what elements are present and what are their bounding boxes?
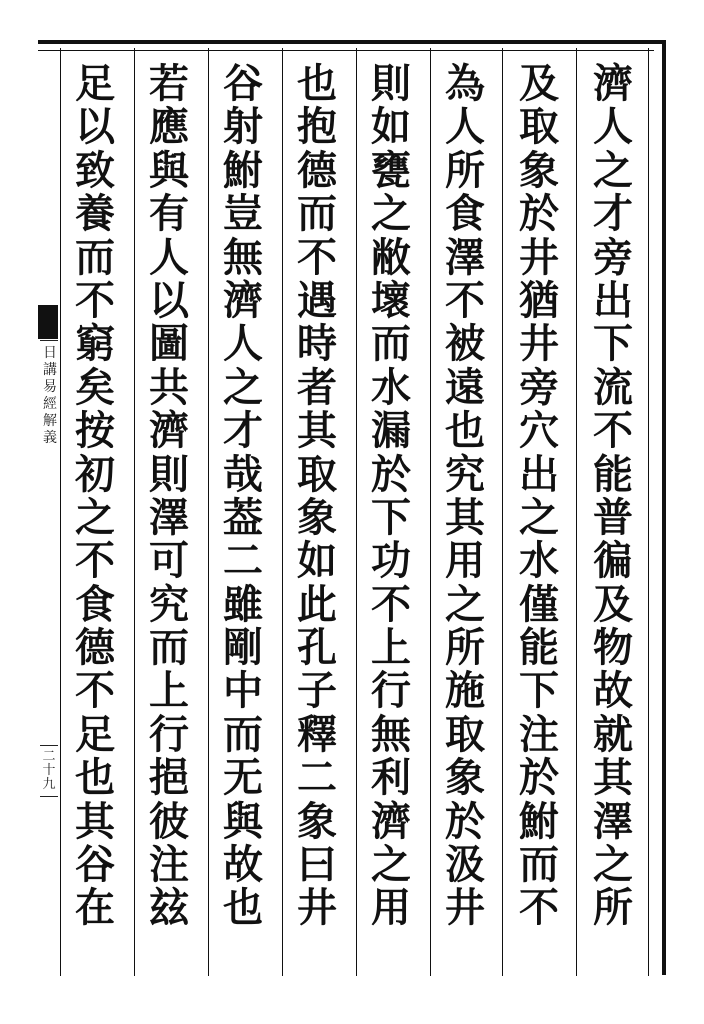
glyph: 不 xyxy=(519,884,559,932)
text-column-1 xyxy=(582,62,644,972)
glyph: 注 xyxy=(519,710,559,758)
column-rule xyxy=(282,48,283,976)
glyph: 徧 xyxy=(593,537,633,585)
glyph: 之 xyxy=(519,493,559,541)
glyph: 剛 xyxy=(223,624,263,672)
page-number xyxy=(40,750,58,792)
glyph: 取 xyxy=(445,710,485,758)
glyph: 谷 xyxy=(75,841,115,889)
glyph: 不 xyxy=(75,276,115,324)
glyph: 究 xyxy=(149,580,189,628)
glyph: 共 xyxy=(149,363,189,411)
glyph: 於 xyxy=(445,797,485,845)
glyph: 如 xyxy=(297,537,337,585)
glyph: 矣 xyxy=(75,363,115,411)
glyph: 圖 xyxy=(149,320,189,368)
glyph: 象 xyxy=(297,797,337,845)
glyph: 窮 xyxy=(75,320,115,368)
glyph: 井 xyxy=(445,884,485,932)
glyph: 象 xyxy=(445,754,485,802)
glyph: 十 xyxy=(42,763,56,778)
margin-strip xyxy=(0,48,40,976)
glyph: 施 xyxy=(445,667,485,715)
glyph: 不 xyxy=(593,407,633,455)
glyph: 取 xyxy=(297,450,337,498)
glyph: 可 xyxy=(149,537,189,585)
glyph: 之 xyxy=(593,146,633,194)
text-column-5 xyxy=(286,62,348,972)
glyph: 玆 xyxy=(149,884,189,932)
text-column-4 xyxy=(360,62,422,972)
glyph: 穴 xyxy=(519,407,559,455)
column-rule xyxy=(576,48,577,976)
glyph: 谷 xyxy=(223,60,263,107)
glyph: 義 xyxy=(43,430,57,446)
glyph: 能 xyxy=(519,624,559,672)
glyph: 易 xyxy=(43,379,57,395)
glyph: 利 xyxy=(371,754,411,802)
glyph: 中 xyxy=(223,667,263,715)
glyph: 不 xyxy=(297,233,337,281)
glyph: 其 xyxy=(593,754,633,802)
glyph: 而 xyxy=(223,710,263,758)
glyph: 用 xyxy=(371,884,411,932)
glyph: 與 xyxy=(149,146,189,194)
glyph: 彼 xyxy=(149,797,189,845)
glyph: 在 xyxy=(75,884,115,932)
glyph: 汲 xyxy=(445,841,485,889)
glyph: 足 xyxy=(75,60,115,107)
glyph: 足 xyxy=(75,710,115,758)
glyph: 澤 xyxy=(593,797,633,845)
glyph: 而 xyxy=(297,190,337,238)
glyph: 人 xyxy=(223,320,263,368)
glyph: 雖 xyxy=(223,580,263,628)
glyph: 時 xyxy=(297,320,337,368)
glyph: 濟 xyxy=(223,276,263,324)
glyph: 養 xyxy=(75,190,115,238)
glyph: 下 xyxy=(519,667,559,715)
glyph: 象 xyxy=(519,146,559,194)
glyph: 遇 xyxy=(297,276,337,324)
glyph: 濟 xyxy=(593,60,633,107)
glyph: 井 xyxy=(297,884,337,932)
glyph: 所 xyxy=(445,624,485,672)
glyph: 子 xyxy=(297,667,337,715)
glyph: 之 xyxy=(445,580,485,628)
glyph: 人 xyxy=(593,103,633,151)
inner-border xyxy=(648,48,649,976)
glyph: 不 xyxy=(75,667,115,715)
glyph: 而 xyxy=(75,233,115,281)
text-column-3 xyxy=(434,62,496,972)
glyph: 而 xyxy=(371,320,411,368)
glyph: 講 xyxy=(43,362,57,378)
glyph: 行 xyxy=(371,667,411,715)
glyph: 而 xyxy=(149,624,189,672)
column-rule xyxy=(60,48,61,976)
glyph: 人 xyxy=(149,233,189,281)
glyph: 所 xyxy=(445,146,485,194)
text-column-8 xyxy=(64,62,126,972)
glyph: 食 xyxy=(445,190,485,238)
glyph: 所 xyxy=(593,884,633,932)
glyph: 遠 xyxy=(445,363,485,411)
book-title xyxy=(42,345,58,447)
glyph: 也 xyxy=(223,884,263,932)
glyph: 射 xyxy=(223,103,263,151)
glyph: 僅 xyxy=(519,580,559,628)
glyph: 二 xyxy=(223,537,263,585)
column-rule xyxy=(208,48,209,976)
glyph: 挹 xyxy=(149,754,189,802)
glyph: 及 xyxy=(519,60,559,107)
glyph: 物 xyxy=(593,624,633,672)
glyph: 以 xyxy=(149,276,189,324)
text-column-2 xyxy=(508,62,570,972)
glyph: 才 xyxy=(223,407,263,455)
glyph: 鮒 xyxy=(223,146,263,194)
glyph: 出 xyxy=(593,276,633,324)
glyph: 不 xyxy=(371,580,411,628)
text-column-6 xyxy=(212,62,274,972)
glyph: 取 xyxy=(519,103,559,151)
glyph: 之 xyxy=(75,493,115,541)
glyph: 及 xyxy=(593,580,633,628)
glyph: 於 xyxy=(371,450,411,498)
glyph: 則 xyxy=(149,450,189,498)
glyph: 猶 xyxy=(519,276,559,324)
glyph: 者 xyxy=(297,363,337,411)
glyph: 無 xyxy=(223,233,263,281)
glyph: 若 xyxy=(149,60,189,107)
glyph: 故 xyxy=(593,667,633,715)
glyph: 水 xyxy=(371,363,411,411)
glyph: 就 xyxy=(593,710,633,758)
glyph: 究 xyxy=(445,450,485,498)
glyph: 不 xyxy=(75,537,115,585)
glyph: 无 xyxy=(223,754,263,802)
glyph: 其 xyxy=(297,407,337,455)
glyph: 濟 xyxy=(149,407,189,455)
glyph: 孔 xyxy=(297,624,337,672)
column-rule xyxy=(356,48,357,976)
column-rule xyxy=(134,48,135,976)
page-frame xyxy=(38,40,666,975)
glyph: 哉 xyxy=(223,450,263,498)
glyph: 食 xyxy=(75,580,115,628)
glyph: 下 xyxy=(593,320,633,368)
glyph: 注 xyxy=(149,841,189,889)
glyph: 人 xyxy=(445,103,485,151)
glyph: 而 xyxy=(519,841,559,889)
glyph: 經 xyxy=(43,396,57,412)
glyph: 功 xyxy=(371,537,411,585)
glyph: 以 xyxy=(75,103,115,151)
glyph: 九 xyxy=(42,777,56,792)
glyph: 水 xyxy=(519,537,559,585)
glyph: 壞 xyxy=(371,276,411,324)
glyph: 德 xyxy=(297,146,337,194)
glyph: 二 xyxy=(42,749,56,764)
glyph: 葢 xyxy=(223,493,263,541)
glyph: 上 xyxy=(371,624,411,672)
glyph: 上 xyxy=(149,667,189,715)
glyph: 也 xyxy=(75,754,115,802)
glyph: 普 xyxy=(593,493,633,541)
glyph: 旁 xyxy=(593,233,633,281)
glyph: 鮒 xyxy=(519,797,559,845)
glyph: 二 xyxy=(297,754,337,802)
glyph: 曰 xyxy=(297,841,337,889)
glyph: 下 xyxy=(371,493,411,541)
glyph: 不 xyxy=(445,276,485,324)
glyph: 被 xyxy=(445,320,485,368)
glyph: 釋 xyxy=(297,710,337,758)
column-rule xyxy=(502,48,503,976)
glyph: 其 xyxy=(445,493,485,541)
glyph: 則 xyxy=(371,60,411,107)
glyph: 有 xyxy=(149,190,189,238)
glyph: 德 xyxy=(75,624,115,672)
glyph: 流 xyxy=(593,363,633,411)
glyph: 此 xyxy=(297,580,337,628)
glyph: 也 xyxy=(445,407,485,455)
glyph: 與 xyxy=(223,797,263,845)
glyph: 井 xyxy=(519,233,559,281)
glyph: 豈 xyxy=(223,190,263,238)
glyph: 井 xyxy=(519,320,559,368)
glyph: 之 xyxy=(593,841,633,889)
glyph: 漏 xyxy=(371,407,411,455)
glyph: 才 xyxy=(593,190,633,238)
glyph: 故 xyxy=(223,841,263,889)
glyph: 出 xyxy=(519,450,559,498)
glyph: 抱 xyxy=(297,103,337,151)
glyph: 澤 xyxy=(445,233,485,281)
mid-rule xyxy=(40,796,58,797)
glyph: 甕 xyxy=(371,146,411,194)
glyph: 其 xyxy=(75,797,115,845)
text-column-7 xyxy=(138,62,200,972)
glyph: 為 xyxy=(445,60,485,107)
glyph: 致 xyxy=(75,146,115,194)
mid-rule xyxy=(40,340,58,341)
glyph: 於 xyxy=(519,754,559,802)
column-rule xyxy=(430,48,431,976)
glyph: 如 xyxy=(371,103,411,151)
glyph: 初 xyxy=(75,450,115,498)
glyph: 之 xyxy=(223,363,263,411)
glyph: 無 xyxy=(371,710,411,758)
glyph: 之 xyxy=(371,841,411,889)
glyph: 能 xyxy=(593,450,633,498)
glyph: 於 xyxy=(519,190,559,238)
glyph: 行 xyxy=(149,710,189,758)
fishtail-mark xyxy=(38,305,58,339)
glyph: 按 xyxy=(75,407,115,455)
glyph: 日 xyxy=(43,345,57,361)
glyph: 之 xyxy=(371,190,411,238)
glyph: 也 xyxy=(297,60,337,107)
glyph: 應 xyxy=(149,103,189,151)
glyph: 敝 xyxy=(371,233,411,281)
glyph: 解 xyxy=(43,413,57,429)
glyph: 用 xyxy=(445,537,485,585)
glyph: 濟 xyxy=(371,797,411,845)
mid-rule xyxy=(40,745,58,746)
glyph: 象 xyxy=(297,493,337,541)
glyph: 澤 xyxy=(149,493,189,541)
glyph: 旁 xyxy=(519,363,559,411)
